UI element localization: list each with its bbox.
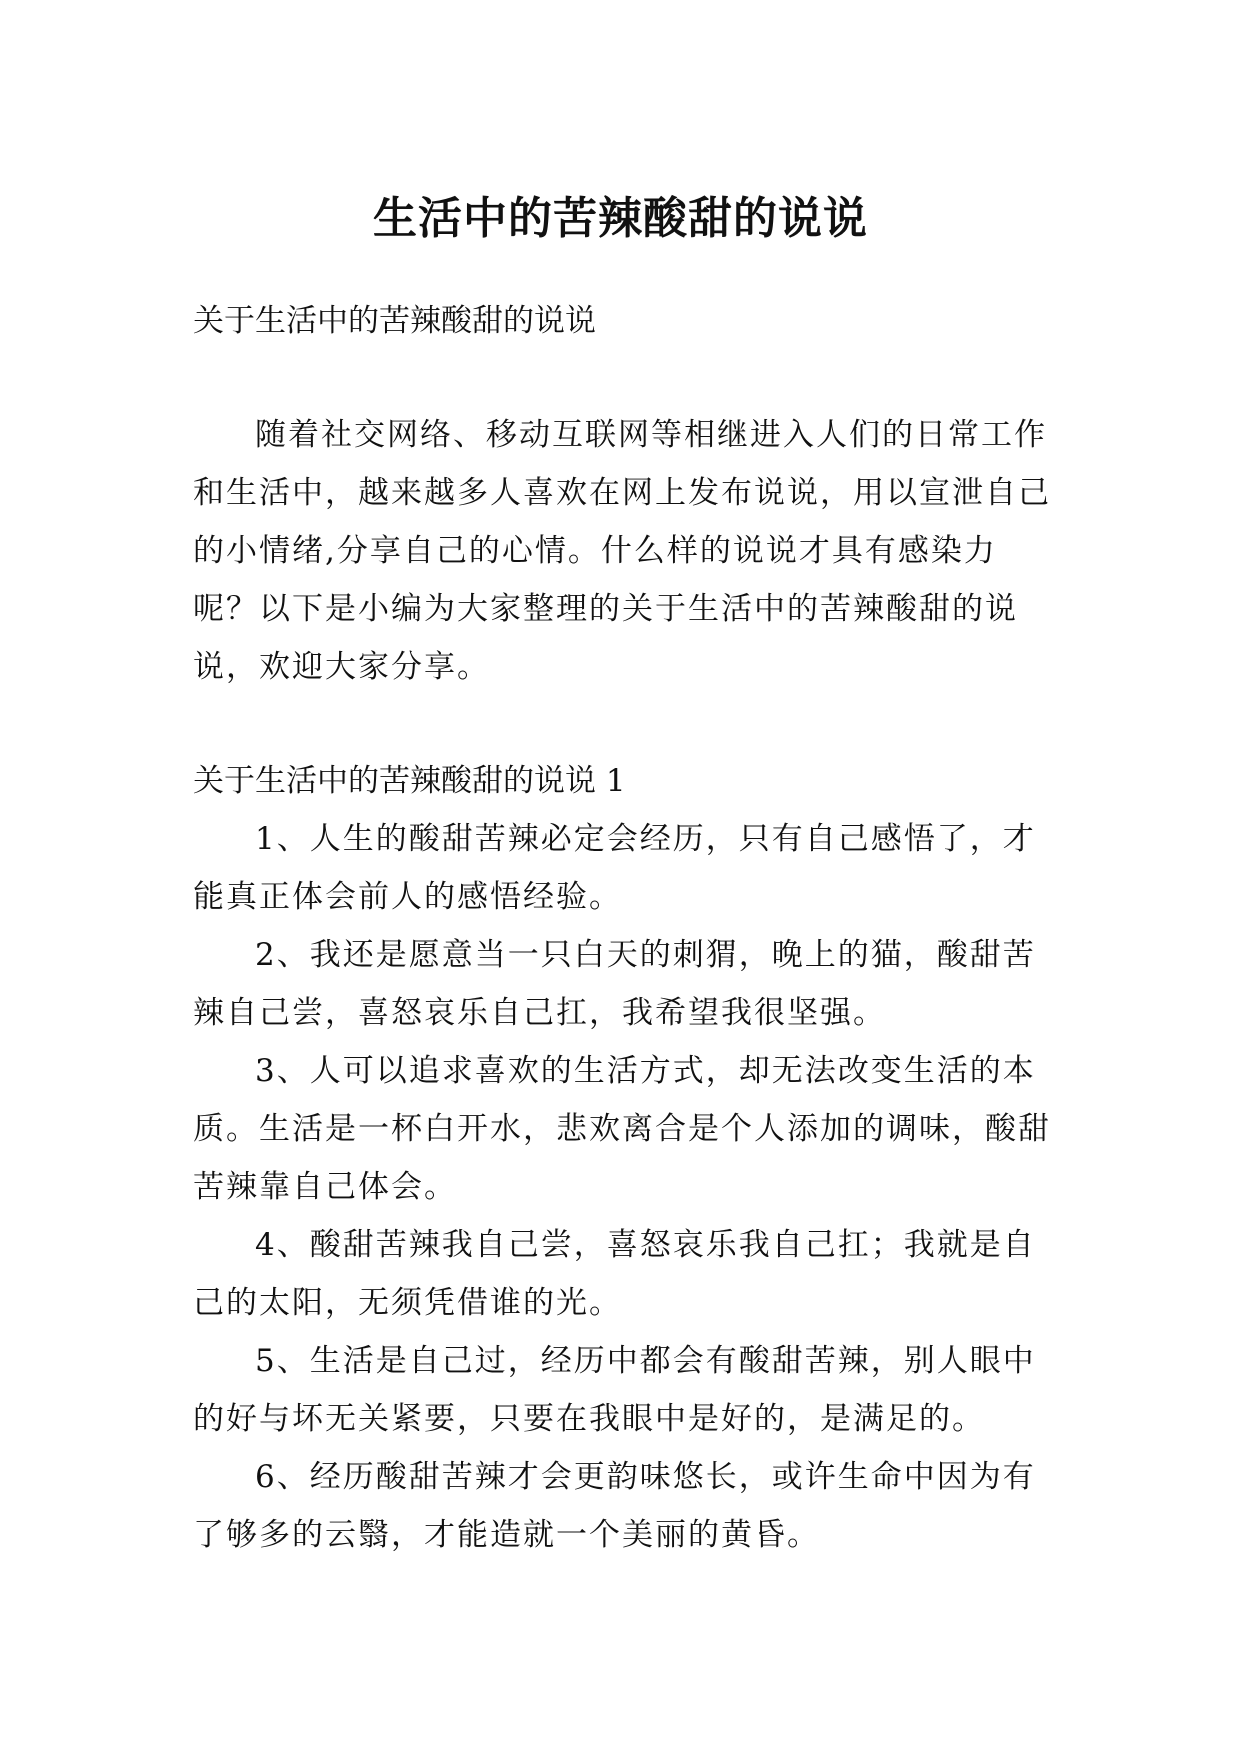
list-item: 3、人可以追求喜欢的生活方式，却无法改变生活的本质。生活是一杯白开水，悲欢离合是个人添加的调味，酸甜苦辣靠自己体会。 bbox=[193, 1053, 1051, 1205]
section-heading: 关于生活中的苦辣酸甜的说说 1 bbox=[193, 763, 626, 799]
document-subtitle: 关于生活中的苦辣酸甜的说说 bbox=[193, 303, 596, 339]
list-item: 6、经历酸甜苦辣才会更韵味悠长，或许生命中因为有了够多的云翳，才能造就一个美丽的黄昏。 bbox=[193, 1459, 1036, 1553]
intro-paragraph: 随着社交网络、移动互联网等相继进入人们的日常工作和生活中，越来越多人喜欢在网上发布说说，用以宣泄自己的小情绪,分享自己的心情。什么样的说说才具有感染力呢？以下是小编为大家整理的关于生活中的苦辣酸甜的说说，欢迎大家分享。 bbox=[193, 417, 1051, 685]
list-item: 4、酸甜苦辣我自己尝，喜怒哀乐我自己扛；我就是自己的太阳，无须凭借谁的光。 bbox=[193, 1227, 1036, 1321]
list-item: 2、我还是愿意当一只白天的刺猬，晚上的猫，酸甜苦辣自己尝，喜怒哀乐自己扛，我希望我很坚强。 bbox=[193, 937, 1036, 1031]
document-title: 生活中的苦辣酸甜的说说 bbox=[373, 193, 868, 245]
document-body bbox=[193, 292, 1055, 1564]
list-item: 1、人生的酸甜苦辣必定会经历，只有自己感悟了，才能真正体会前人的感悟经验。 bbox=[193, 821, 1036, 915]
list-item: 5、生活是自己过，经历中都会有酸甜苦辣，别人眼中的好与坏无关紧要，只要在我眼中是好的，是满足的。 bbox=[193, 1343, 1036, 1437]
